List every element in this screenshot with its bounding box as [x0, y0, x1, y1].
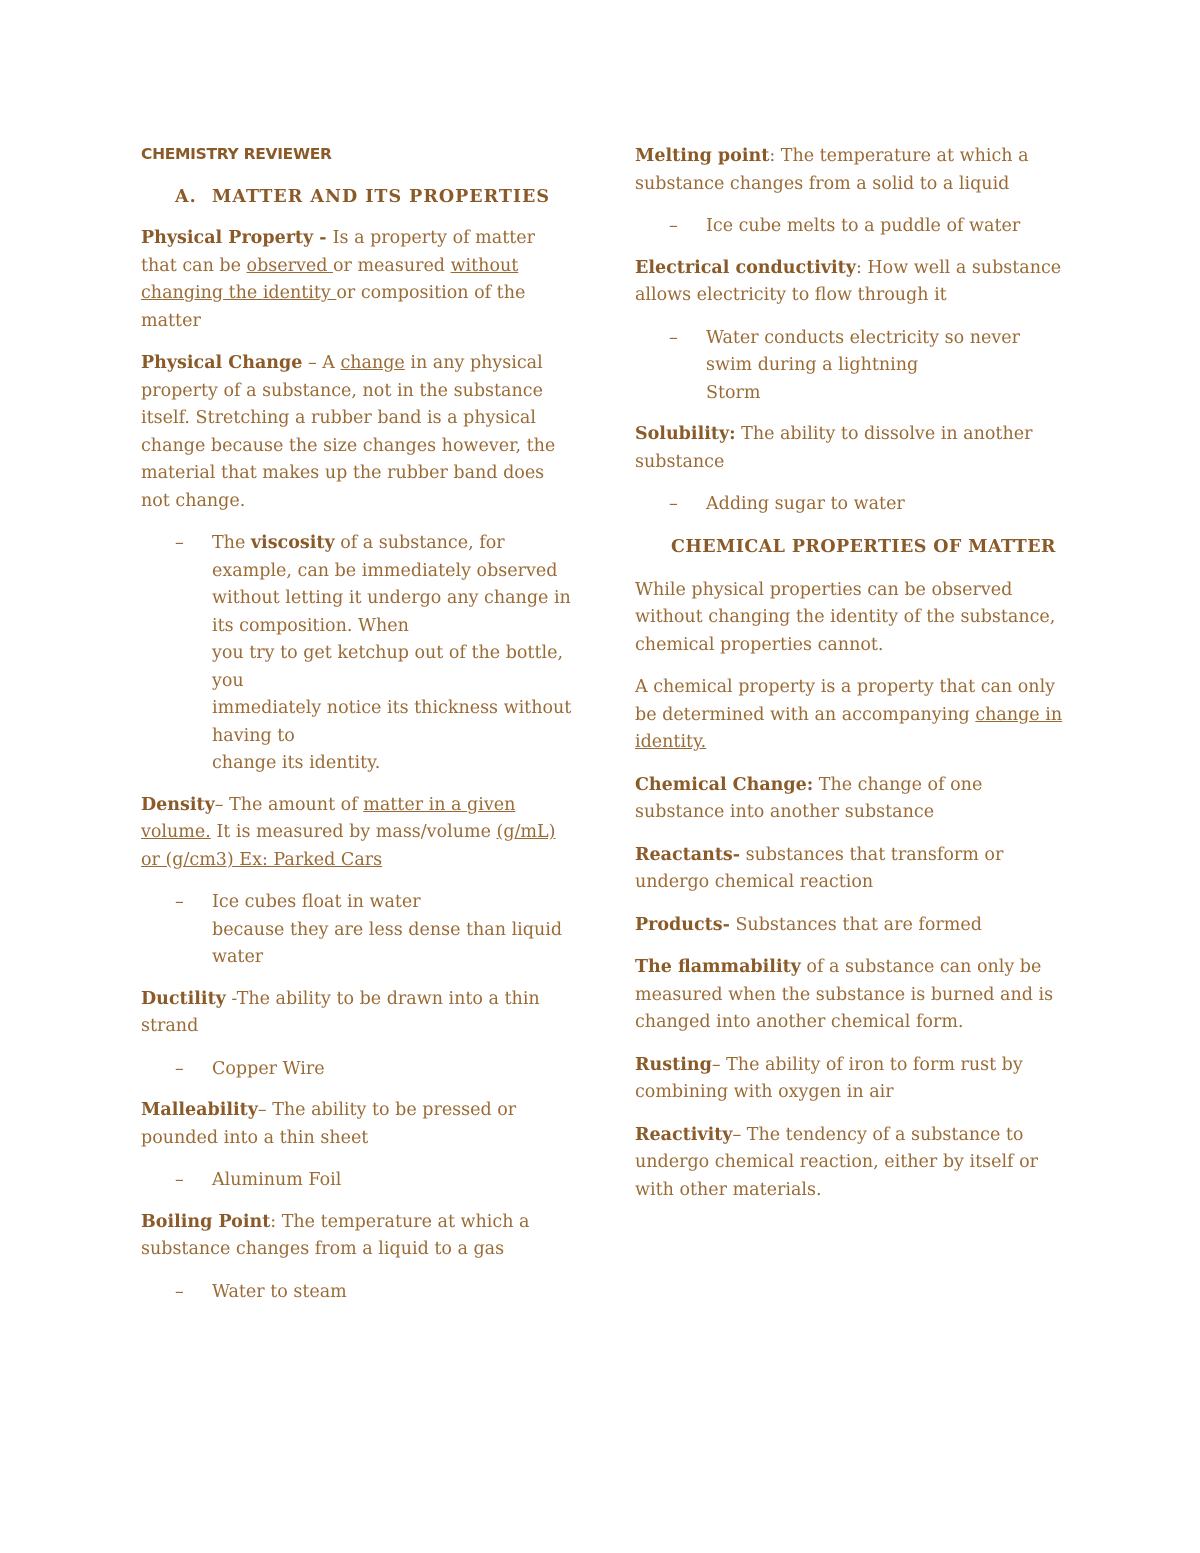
document-title: CHEMISTRY REVIEWER [141, 145, 332, 163]
malleability-list [141, 1167, 573, 1195]
chemical-property-paragraph: A chemical property is a property that can only be determined with an accompanying change in identity. [635, 677, 1063, 752]
chemical-change-paragraph: Chemical Change: The change of one substance into another substance [635, 774, 983, 822]
rusting-paragraph: Rusting– The ability of iron to form rust by combining with oxygen in air [635, 1054, 1023, 1102]
left-column [141, 143, 573, 1320]
viscosity-list [141, 530, 573, 778]
melting-point-paragraph: Melting point: The temperature at which a substance changes from a solid to a liquid [635, 146, 1029, 194]
malleability-term: Malleability [141, 1100, 258, 1120]
reactivity-paragraph: Reactivity– The tendency of a substance to undergo chemical reaction, either by itself or with other materials. [635, 1124, 1038, 1200]
malleability-paragraph: Malleability– The ability to be pressed or pounded into a thin sheet [141, 1100, 517, 1148]
chemical-intro-paragraph: While physical properties can be observed without changing the identity of the substance, chemical properties cannot. [635, 579, 1056, 655]
section-letter: A. [175, 187, 197, 207]
underlined-text: without changing the identity [141, 255, 519, 303]
solubility-paragraph: Solubility: The ability to dissolve in another substance [635, 424, 1033, 472]
ductility-term: Ductility [141, 988, 226, 1009]
underlined-text: (g/mL) or (g/cm3) Ex: Parked Cars [141, 822, 556, 870]
chemical-change-term: Chemical Change: [635, 774, 814, 795]
list-item: – Ice cubes float in water because they are less dense than liquid water [141, 889, 573, 972]
ductility-paragraph: Ductility -The ability to be drawn into a thin strand [141, 988, 540, 1036]
section-heading-a [175, 185, 573, 209]
boiling-point-paragraph: Boiling Point: The temperature at which a substance changes from a liquid to a gas [141, 1211, 530, 1259]
physical-change-paragraph: Physical Change – A change in any physical property of a substance, not in the substance itself. Stretching a rubber band is a physical change because the size changes however, the material that makes up the rubber band does not change. [141, 353, 556, 511]
underlined-text: observed [246, 255, 333, 276]
physical-change-term: Physical Change [141, 353, 303, 373]
section-title: MATTER AND ITS PROPERTIES [212, 187, 551, 207]
ductility-list [141, 1056, 573, 1084]
list-item: – Water conducts electricity so never swim during a lightning Storm [635, 325, 1070, 408]
underlined-text: change in identity. [635, 704, 1063, 752]
right-column [635, 143, 1070, 1219]
viscosity-term: viscosity [250, 533, 335, 553]
flammability-term: The flammability [635, 957, 801, 977]
melting-point-term: Melting point [635, 146, 770, 166]
physical-property-term: Physical Property - [141, 228, 333, 248]
conductivity-paragraph: Electrical conductivity: How well a substance allows electricity to flow through it [635, 257, 1062, 305]
density-paragraph: Density– The amount of matter in a given volume. It is measured by mass/volume (g/mL) or (g/cm3) Ex: Parked Cars [141, 794, 556, 870]
density-term: Density [141, 794, 215, 815]
flammability-paragraph: The flammability of a substance can only be measured when the substance is burned and is changed into another chemical form. [635, 957, 1054, 1032]
physical-property-paragraph: Physical Property - Is a property of matter that can be observed or measured without changing the identity or composition of the matter [141, 228, 535, 331]
underlined-text: matter in a given volume. [141, 794, 516, 842]
reactivity-term: Reactivity [635, 1124, 733, 1145]
chemical-properties-heading: CHEMICAL PROPERTIES OF MATTER [671, 536, 1056, 557]
list-item: – The viscosity of a substance, for example, can be immediately observed without letting it undergo any change in its composition. When you try to get ketchup out of the bottle, you immediately notice its thickness without having to change its identity. [141, 530, 573, 778]
list-item: – Copper Wire [141, 1056, 573, 1084]
list-item: – Aluminum Foil [141, 1167, 573, 1195]
list-item: – Adding sugar to water [635, 491, 1070, 519]
conductivity-term: Electrical conductivity [635, 257, 856, 278]
reactants-term: Reactants- [635, 844, 741, 865]
boiling-point-term: Boiling Point [141, 1211, 271, 1232]
melting-list [635, 213, 1070, 241]
reactants-paragraph: Reactants- substances that transform or undergo chemical reaction [635, 844, 1004, 892]
underlined-text: change [340, 353, 405, 373]
products-term: Products- [635, 914, 730, 935]
list-item: – Ice cube melts to a puddle of water [635, 213, 1070, 241]
boiling-list [141, 1279, 573, 1307]
list-item: – Water to steam [141, 1279, 573, 1307]
solubility-list [635, 491, 1070, 519]
solubility-term: Solubility: [635, 424, 736, 444]
conductivity-list [635, 325, 1070, 408]
density-list [141, 889, 573, 972]
products-paragraph: Products- Substances that are formed [635, 914, 982, 935]
rusting-term: Rusting [635, 1054, 712, 1075]
